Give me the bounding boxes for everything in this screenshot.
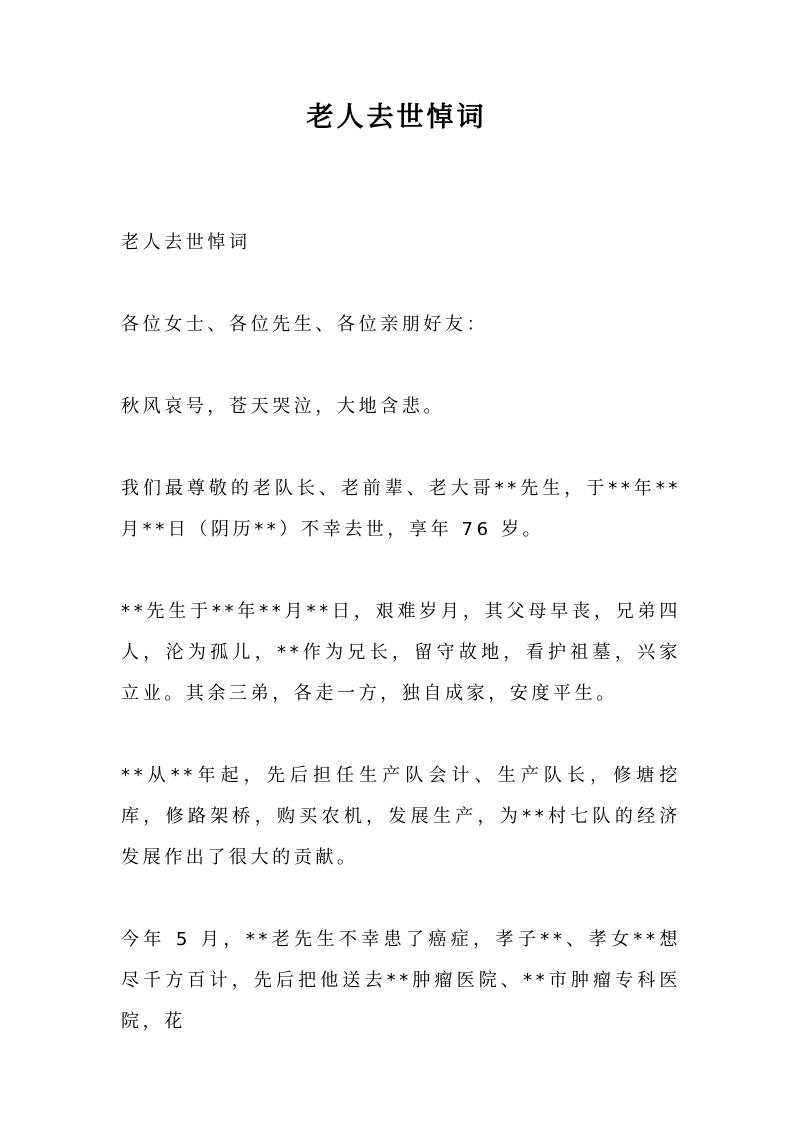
paragraph-heading: 老人去世悼词 — [121, 232, 251, 253]
paragraph-career: **从**年起，先后担任生产队会计、生产队长，修塘挖库，修路架桥，购买农机，发展生产，为**村七队的经济发展作出了很大的贡献。 — [121, 765, 681, 868]
document-body — [121, 222, 681, 1042]
document-title: 老人去世悼词 — [306, 102, 487, 133]
paragraph-early-life: **先生于**年**月**日，艰难岁月，其父母早丧，兄弟四人，沦为孤儿，**作为兄长，留守故地，看护祖墓，兴家立业。其余三弟，各走一方，独自成家，安度平生。 — [121, 601, 681, 704]
paragraph-announcement: 我们最尊敬的老队长、老前辈、老大哥**先生，于**年**月**日（阴历**）不幸去世，享年 76 岁。 — [121, 478, 681, 540]
paragraph-opening: 秋风哀号，苍天哭泣，大地含悲。 — [121, 396, 445, 417]
paragraph-salutation: 各位女士、各位先生、各位亲朋好友： — [121, 314, 489, 335]
paragraph-illness: 今年 5 月，**老先生不幸患了癌症，孝子**、孝女**想尽千方百计，先后把他送去**肿瘤医院、**市肿瘤专科医院，花 — [121, 929, 681, 1032]
